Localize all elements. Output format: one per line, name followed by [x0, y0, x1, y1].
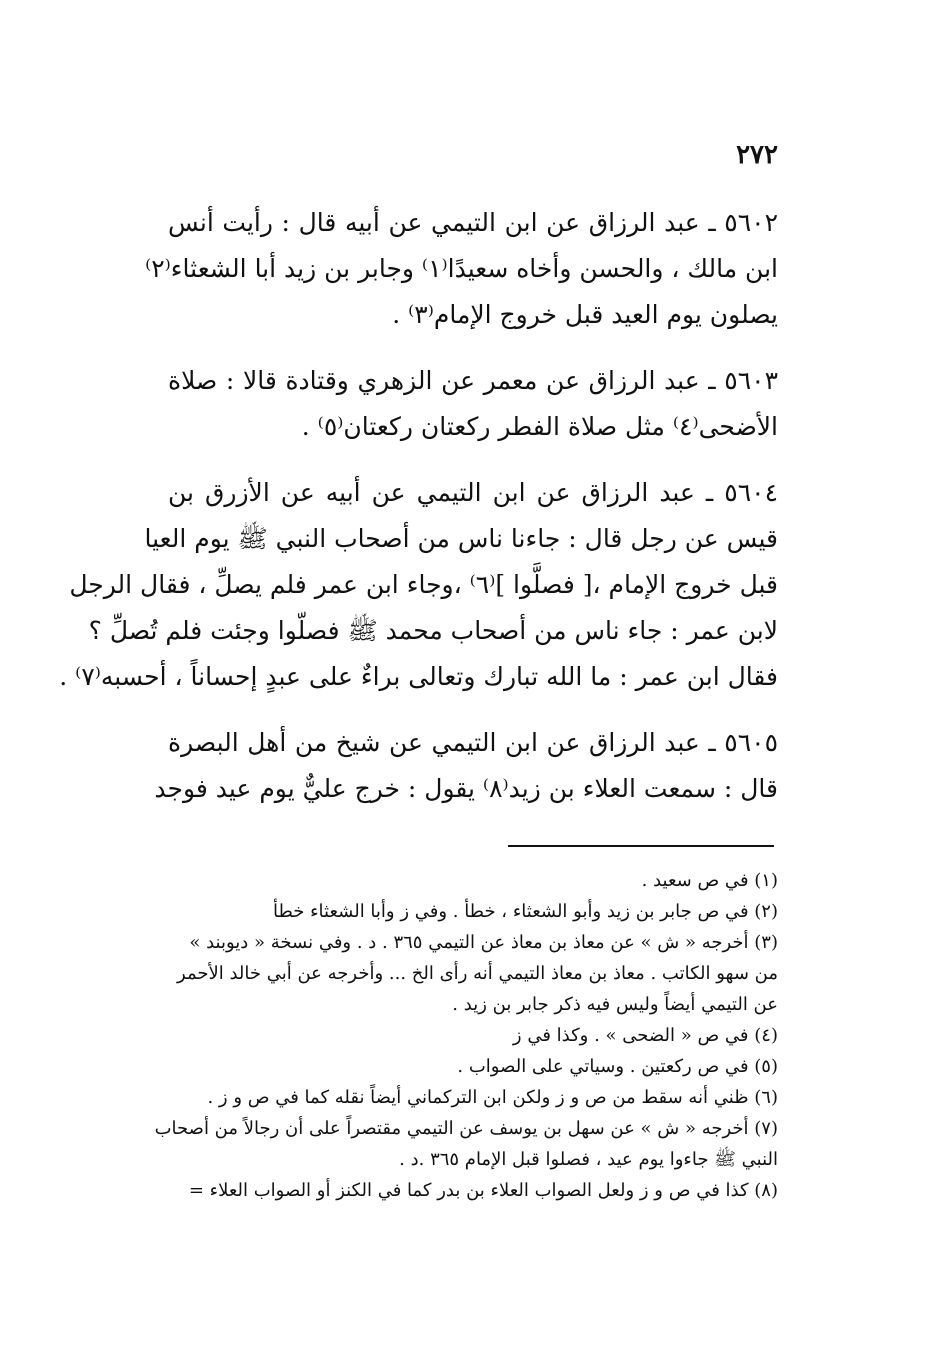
footnote-7: (٧) أخرجه « ش » عن سهل بن يوسف عن التيمي مقتصراً على أن رجالاً من أصحاب [154, 1118, 778, 1139]
footnote-3-continued: من سهو الكاتب . معاذ بن معاذ التيمي أنه رأى الخ ... وأخرجه عن أبي خالد الأحمر [177, 963, 778, 984]
footnote-8: (٨) كذا في ص و ز ولعل الصواب العلاء بن بدر كما في الكنز أو الصواب العلاء = [188, 1180, 778, 1201]
text-line: يصلون يوم العيد قبل خروج الإمام⁽٣⁾ . [392, 300, 778, 329]
page-number: ٢٧٢ [736, 140, 778, 170]
footnote-7-continued: النبي ﷺ جاءوا يوم عيد ، فصلوا قبل الإمام ٣٦٥ .د . [399, 1149, 778, 1170]
text-line: ٥٦٠٥ ـ عبد الرزاق عن ابن التيمي عن شيخ من أهل البصرة [168, 728, 778, 757]
text-line: قال : سمعت العلاء بن زيد⁽٨⁾ يقول : خرج عليٌّ يوم عيد فوجد [154, 774, 778, 803]
main-text [59, 200, 778, 832]
footnote-1: (١) في ص سعيد . [641, 870, 778, 891]
hadith-5605 [154, 720, 778, 812]
text-line: ٥٦٠٢ ـ عبد الرزاق عن ابن التيمي عن أبيه قال : رأيت أنس [168, 208, 778, 237]
footnote-3: (٣) أخرجه « ش » عن معاذ بن معاذ عن التيمي ٣٦٥ . د . وفي نسخة « ديوبند » [189, 932, 778, 953]
footnote-3-continued: عن التيمي أيضاً وليس فيه ذكر جابر بن زيد . [452, 994, 778, 1015]
hadith-5602 [145, 200, 778, 338]
text-line: ٥٦٠٣ ـ عبد الرزاق عن معمر عن الزهري وقتادة قالا : صلاة [168, 366, 778, 395]
text-line: قيس عن رجل قال : جاءنا ناس من أصحاب النبي ﷺ يوم العيا [144, 524, 778, 553]
text-line: ابن مالك ، والحسن وأخاه سعيدًا⁽١⁾ وجابر بن زيد أبا الشعثاء⁽٢⁾ [145, 254, 778, 283]
footnote-4: (٤) في ص « الضحى » . وكذا في ز [512, 1025, 778, 1046]
hadith-5604 [59, 470, 778, 700]
footnote-6: (٦) ظني أنه سقط من ص و ز ولكن ابن التركماني أيضاً نقله كما في ص و ز . [207, 1087, 778, 1108]
text-line: فقال ابن عمر : ما الله تبارك وتعالى براءٌ على عبدٍ إحساناً ، أحسبه⁽٧⁾ . [59, 662, 778, 691]
footnote-2: (٢) في ص جابر بن زيد وأبو الشعثاء ، خطأ . وفي ز وأبا الشعثاء خطأ [272, 901, 778, 922]
hadith-5603 [168, 358, 778, 450]
footnote-divider [508, 845, 774, 847]
text-line: لابن عمر : جاء ناس من أصحاب محمد ﷺ فصلّوا وجئت فلم تُصلِّ ؟ [88, 616, 778, 645]
text-line: قبل خروج الإمام ،[ فصلَّوا ]⁽٦⁾ ،وجاء ابن عمر فلم يصلِّ ، فقال الرجل [69, 570, 778, 599]
footnote-5: (٥) في ص ركعتين . وسياتي على الصواب . [457, 1056, 778, 1077]
footnotes [154, 865, 778, 1206]
text-line: الأضحى⁽٤⁾ مثل صلاة الفطر ركعتان ركعتان⁽٥⁾ . [301, 412, 778, 441]
text-line: ٥٦٠٤ ـ عبد الرزاق عن ابن التيمي عن أبيه عن الأزرق بن [168, 478, 778, 507]
